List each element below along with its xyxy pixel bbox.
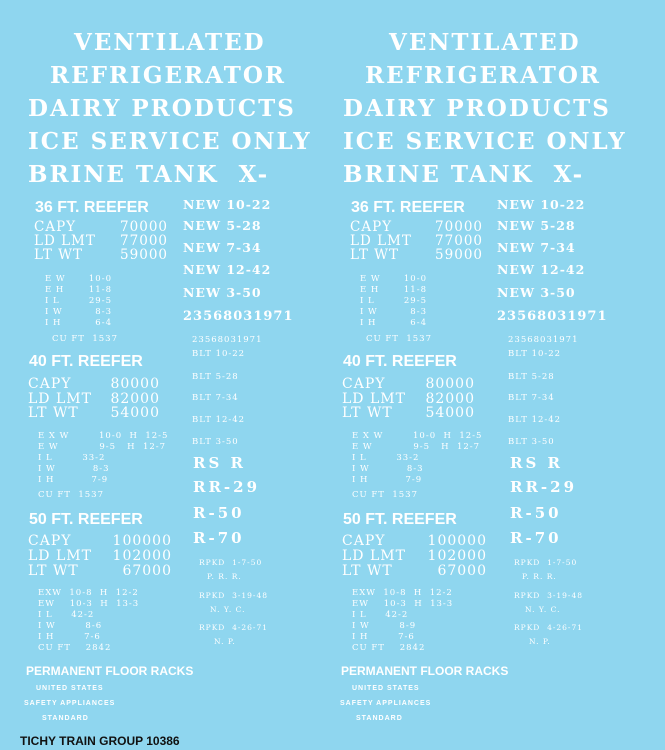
dim-value: 29-5	[88, 296, 112, 306]
ltwt-value: 59000	[120, 247, 168, 263]
ldlmt-label: LD LMT	[342, 391, 406, 407]
capy-value: 100000	[427, 533, 487, 549]
dim-value: 8-3	[410, 307, 427, 317]
rpkd-date: RPKD 1-7-50	[514, 558, 578, 567]
floor-racks-heading: PERMANENT FLOOR RACKS	[26, 664, 194, 678]
ltwt-label: LT WT	[34, 247, 84, 263]
rpkd-road: P. R. R.	[522, 572, 557, 581]
capy-label: CAPY	[34, 219, 77, 235]
blt-date: BLT 12-42	[192, 415, 246, 425]
dim-line: E W 9-5 H 12-7	[352, 442, 481, 452]
title-line: REFRIGERATOR	[50, 62, 286, 89]
capy-value: 70000	[435, 219, 483, 235]
blt-date: BLT 5-28	[508, 372, 555, 382]
class-code: RR-29	[510, 478, 578, 496]
new-date: NEW 3-50	[183, 285, 262, 300]
capy-value: 80000	[110, 376, 160, 392]
floor-racks-line: UNITED STATES	[352, 685, 420, 692]
ldlmt-label: LD LMT	[34, 233, 96, 249]
blt-date: BLT 12-42	[508, 415, 562, 425]
dim-line: EW 10-3 H 13-3	[352, 599, 454, 609]
dim-line: I W 8-9	[352, 621, 417, 631]
floor-racks-line: UNITED STATES	[36, 685, 104, 692]
floor-racks-line: SAFETY APPLIANCES	[24, 700, 116, 707]
reefer50-heading: 50 FT. REEFER	[343, 511, 457, 528]
title-line: REFRIGERATOR	[365, 62, 601, 89]
title-line: BRINE TANK X-	[343, 161, 585, 188]
car-number-small: 23568031971	[192, 335, 263, 345]
dim-line: I H 7-6	[352, 632, 415, 642]
ldlmt-label: LD LMT	[342, 548, 406, 564]
ldlmt-value: 82000	[110, 391, 160, 407]
reefer40-heading: 40 FT. REEFER	[343, 353, 457, 370]
dim-key: I H	[360, 318, 377, 328]
blt-date: BLT 5-28	[192, 372, 239, 382]
rpkd-date: RPKD 3-19-48	[514, 591, 584, 600]
floor-racks-line: STANDARD	[356, 715, 403, 722]
title-line: VENTILATED	[74, 29, 266, 56]
reefer36-heading: 36 FT. REEFER	[351, 199, 465, 216]
dim-value: 10-0	[88, 274, 112, 284]
rpkd-date: RPKD 4-26-71	[514, 623, 584, 632]
ldlmt-value: 77000	[120, 233, 168, 249]
rpkd-road: N. P.	[529, 637, 551, 646]
car-number: 23568031971	[183, 309, 294, 324]
manufacturer-footer: TICHY TRAIN GROUP 10386	[20, 734, 180, 748]
new-date: NEW 5-28	[183, 218, 262, 233]
dim-line: E X W 10-0 H 12-5	[352, 431, 483, 441]
blt-date: BLT 7-34	[192, 393, 239, 403]
cuft: CU FT 1537	[38, 490, 104, 500]
dim-value: 8-3	[95, 307, 112, 317]
rpkd-date: RPKD 3-19-48	[199, 591, 269, 600]
dim-key: I H	[45, 318, 62, 328]
capy-label: CAPY	[342, 533, 386, 549]
reefer50-heading: 50 FT. REEFER	[29, 511, 143, 528]
dim-line: I L 42-2	[38, 610, 95, 620]
dim-value: 11-8	[403, 285, 427, 295]
class-code: R-50	[510, 504, 562, 522]
ldlmt-label: LD LMT	[350, 233, 412, 249]
ltwt-value: 59000	[435, 247, 483, 263]
dim-key: I L	[45, 296, 60, 306]
new-date: NEW 7-34	[497, 240, 576, 255]
ldlmt-value: 102000	[427, 548, 487, 564]
dim-line: EXW 10-8 H 12-2	[38, 588, 139, 598]
rpkd-date: RPKD 1-7-50	[199, 558, 263, 567]
floor-racks-line: STANDARD	[42, 715, 89, 722]
capy-value: 100000	[112, 533, 172, 549]
title-line: DAIRY PRODUCTS	[343, 95, 611, 122]
new-date: NEW 7-34	[183, 240, 262, 255]
ltwt-label: LT WT	[342, 563, 393, 579]
blt-date: BLT 3-50	[192, 437, 239, 447]
reefer40-heading: 40 FT. REEFER	[29, 353, 143, 370]
dim-key: I W	[360, 307, 378, 317]
dim-line: E W 9-5 H 12-7	[38, 442, 167, 452]
dim-value: 6-4	[410, 318, 427, 328]
capy-label: CAPY	[28, 533, 72, 549]
rpkd-road: P. R. R.	[207, 572, 242, 581]
cuft: CU FT 1537	[352, 490, 418, 500]
dim-value: 29-5	[403, 296, 427, 306]
cuft: CU FT 1537	[52, 334, 118, 344]
ltwt-label: LT WT	[342, 405, 393, 421]
floor-racks-heading: PERMANENT FLOOR RACKS	[341, 664, 509, 678]
title-line: ICE SERVICE ONLY	[28, 128, 312, 155]
title-line: DAIRY PRODUCTS	[28, 95, 296, 122]
dim-line: I W 8-6	[38, 621, 103, 631]
ltwt-label: LT WT	[28, 563, 79, 579]
ltwt-label: LT WT	[350, 247, 400, 263]
blt-date: BLT 7-34	[508, 393, 555, 403]
capy-value: 70000	[120, 219, 168, 235]
reefer36-heading: 36 FT. REEFER	[35, 199, 149, 216]
new-date: NEW 10-22	[497, 197, 586, 212]
dim-value: 11-8	[88, 285, 112, 295]
floor-racks-line: SAFETY APPLIANCES	[340, 700, 432, 707]
car-number-small: 23568031971	[508, 335, 579, 345]
cuft: CU FT 1537	[366, 334, 432, 344]
capy-label: CAPY	[28, 376, 72, 392]
capy-value: 80000	[425, 376, 475, 392]
title-line: BRINE TANK X-	[28, 161, 270, 188]
dim-key: E H	[45, 285, 65, 295]
dim-value: 6-4	[95, 318, 112, 328]
class-code: R-70	[510, 529, 562, 547]
ldlmt-value: 102000	[112, 548, 172, 564]
dim-line: EXW 10-8 H 12-2	[352, 588, 453, 598]
ltwt-value: 67000	[122, 563, 172, 579]
class-code: RS R	[510, 454, 563, 472]
dim-key: E W	[45, 274, 66, 284]
ltwt-value: 67000	[437, 563, 487, 579]
new-date: NEW 12-42	[183, 262, 272, 277]
capy-label: CAPY	[350, 219, 393, 235]
ldlmt-label: LD LMT	[28, 548, 92, 564]
title-line: ICE SERVICE ONLY	[343, 128, 627, 155]
dim-line: I L 33-2	[38, 453, 106, 463]
dim-line: I L 33-2	[352, 453, 420, 463]
new-date: NEW 10-22	[183, 197, 272, 212]
rpkd-road: N. P.	[214, 637, 236, 646]
dim-line: I H 7-9	[38, 475, 109, 485]
new-date: NEW 3-50	[497, 285, 576, 300]
class-code: R-50	[193, 504, 245, 522]
dim-line: I H 7-6	[38, 632, 101, 642]
dim-line: I W 8-3	[352, 464, 424, 474]
ltwt-value: 54000	[110, 405, 160, 421]
dim-value: 10-0	[403, 274, 427, 284]
ltwt-label: LT WT	[28, 405, 79, 421]
ldlmt-label: LD LMT	[28, 391, 92, 407]
ldlmt-value: 82000	[425, 391, 475, 407]
class-code: RR-29	[193, 478, 261, 496]
dim-line: I L 42-2	[352, 610, 409, 620]
dim-line: I W 8-3	[38, 464, 110, 474]
dim-line: EW 10-3 H 13-3	[38, 599, 140, 609]
dim-key: I W	[45, 307, 63, 317]
blt-date: BLT 10-22	[508, 349, 562, 359]
capy-label: CAPY	[342, 376, 386, 392]
ldlmt-value: 77000	[435, 233, 483, 249]
new-date: NEW 12-42	[497, 262, 586, 277]
title-line: VENTILATED	[389, 29, 581, 56]
class-code: R-70	[193, 529, 245, 547]
new-date: NEW 5-28	[497, 218, 576, 233]
rpkd-road: N. Y. C.	[210, 605, 246, 614]
blt-date: BLT 10-22	[192, 349, 246, 359]
ltwt-value: 54000	[425, 405, 475, 421]
car-number: 23568031971	[497, 309, 608, 324]
dim-key: E W	[360, 274, 381, 284]
rpkd-road: N. Y. C.	[525, 605, 561, 614]
cuft: CU FT 2842	[38, 643, 112, 653]
rpkd-date: RPKD 4-26-71	[199, 623, 269, 632]
dim-key: E H	[360, 285, 380, 295]
dim-line: I H 7-9	[352, 475, 423, 485]
dim-line: E X W 10-0 H 12-5	[38, 431, 169, 441]
dim-key: I L	[360, 296, 375, 306]
class-code: RS R	[193, 454, 246, 472]
cuft: CU FT 2842	[352, 643, 426, 653]
blt-date: BLT 3-50	[508, 437, 555, 447]
